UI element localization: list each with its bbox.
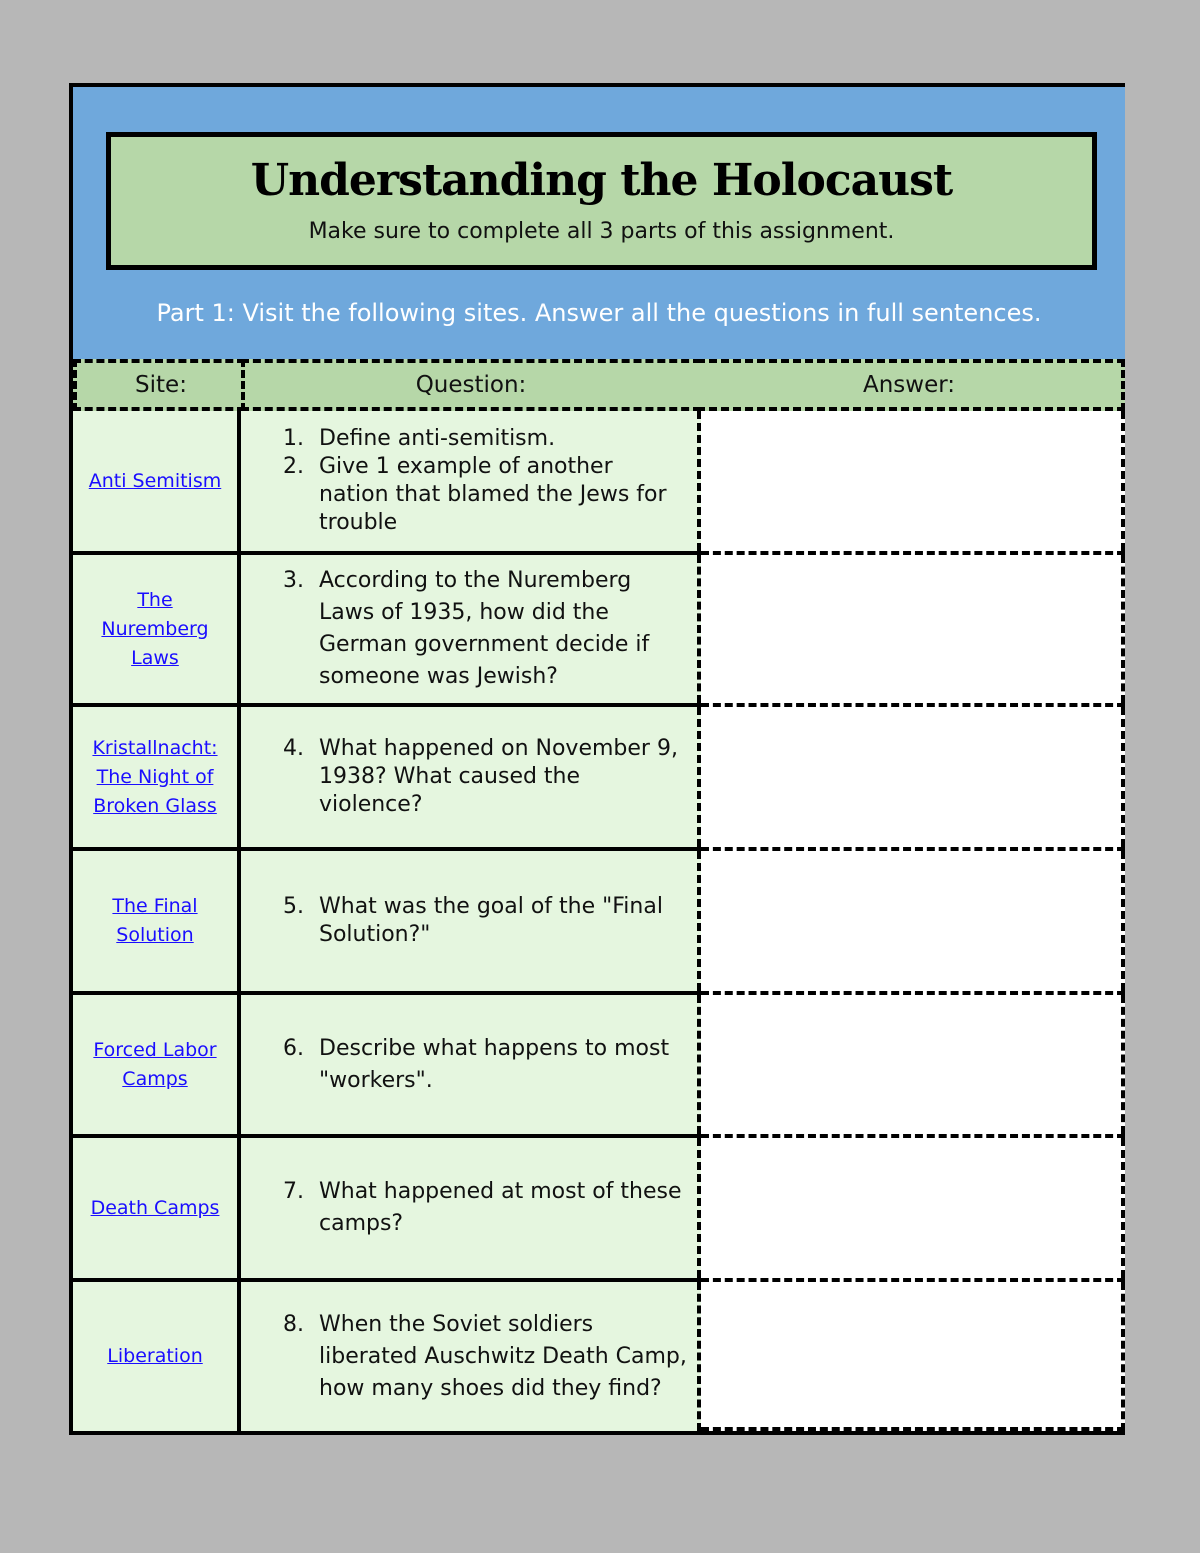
question-text: According to the Nuremberg Laws of 1935, how did the German government decide if someone was Jewish?	[319, 568, 650, 689]
row-divider-dashed	[701, 1427, 1125, 1431]
site-link-line: Liberation	[107, 1345, 203, 1367]
question-cell	[241, 1138, 701, 1278]
answer-cell[interactable]	[701, 707, 1125, 847]
site-link-line: The Night of	[96, 765, 214, 788]
site-link[interactable]	[85, 734, 225, 821]
title-box	[106, 132, 1097, 270]
question-number: 5.	[283, 894, 304, 919]
part1-instructions: Part 1: Visit the following sites. Answer all the questions in full sentences.	[156, 299, 1042, 327]
site-link-line: Death Camps	[90, 1196, 220, 1219]
question-text: What happened on November 9, 1938? What caused the violence?	[319, 736, 678, 817]
answer-cell[interactable]	[701, 555, 1125, 703]
table-row	[73, 707, 1125, 847]
table-row	[73, 555, 1125, 703]
question-item	[283, 893, 687, 949]
question-number: 2.	[283, 454, 304, 479]
answer-cell[interactable]	[701, 1138, 1125, 1278]
site-link-line: Forced Labor	[93, 1038, 217, 1061]
question-number: 1.	[283, 426, 304, 451]
site-link[interactable]	[85, 467, 225, 496]
site-cell	[73, 411, 241, 551]
header-panel	[73, 87, 1125, 359]
question-cell	[241, 1282, 701, 1431]
site-link-line: Solution	[116, 924, 194, 946]
question-item	[283, 453, 687, 537]
site-link-line: Camps	[122, 1067, 188, 1090]
answer-cell[interactable]	[701, 995, 1125, 1134]
table-row	[73, 995, 1125, 1134]
question-text: What happened at most of these camps?	[319, 1179, 682, 1236]
site-link-line: Anti Semitism	[88, 469, 222, 492]
question-text: Define anti-semitism.	[319, 426, 556, 451]
question-cell	[241, 707, 701, 847]
column-header-answer: Answer:	[697, 359, 1125, 411]
table-row	[73, 1138, 1125, 1278]
question-number: 3.	[283, 568, 304, 593]
site-link-line: Laws	[131, 646, 179, 669]
table-row	[73, 1282, 1125, 1431]
question-number: 7.	[283, 1179, 304, 1204]
question-cell	[241, 995, 701, 1134]
site-link-line: The	[137, 588, 173, 611]
question-cell	[241, 851, 701, 991]
column-header-site: Site:	[73, 359, 245, 411]
page-title: Understanding the Holocaust	[250, 155, 953, 206]
site-cell	[73, 995, 241, 1134]
question-item	[283, 1176, 687, 1240]
question-item	[283, 565, 687, 693]
question-cell	[241, 555, 701, 703]
question-number: 8.	[283, 1311, 304, 1337]
question-text: When the Soviet soldiers liberated Auschwitz Death Camp, how many shoes did they find?	[319, 1311, 687, 1401]
question-item	[283, 735, 687, 819]
site-link-line: The Final	[112, 895, 198, 917]
question-item	[283, 1309, 687, 1405]
answer-cell[interactable]	[701, 851, 1125, 991]
site-link[interactable]	[85, 1036, 225, 1094]
site-cell	[73, 851, 241, 991]
question-number: 6.	[283, 1035, 304, 1061]
question-cell	[241, 411, 701, 551]
question-item	[283, 425, 687, 453]
subtitle: Make sure to complete all 3 parts of this assignment.	[308, 219, 895, 244]
worksheet	[69, 83, 1125, 1435]
table-row	[73, 851, 1125, 991]
site-cell	[73, 707, 241, 847]
site-link[interactable]	[85, 586, 225, 673]
table-row	[73, 411, 1125, 551]
answer-cell[interactable]	[701, 411, 1125, 551]
question-text: What was the goal of the "Final Solution?"	[319, 894, 663, 947]
row-divider	[73, 1431, 1125, 1435]
question-item	[283, 1033, 687, 1097]
site-link[interactable]	[85, 1194, 225, 1223]
site-link-line: Nuremberg	[101, 617, 209, 640]
site-cell	[73, 1138, 241, 1278]
question-number: 4.	[283, 736, 304, 761]
site-cell	[73, 1282, 241, 1431]
site-link-line: Broken Glass	[93, 794, 217, 817]
site-link-line: Kristallnacht:	[92, 736, 218, 759]
question-text: Give 1 example of another nation that blamed the Jews for trouble	[319, 454, 667, 535]
site-link[interactable]	[85, 1342, 225, 1371]
column-header-question: Question:	[241, 359, 701, 411]
answer-cell[interactable]	[701, 1282, 1125, 1431]
site-cell	[73, 555, 241, 703]
site-link[interactable]	[85, 892, 225, 950]
question-text: Describe what happens to most "workers".	[319, 1035, 670, 1093]
